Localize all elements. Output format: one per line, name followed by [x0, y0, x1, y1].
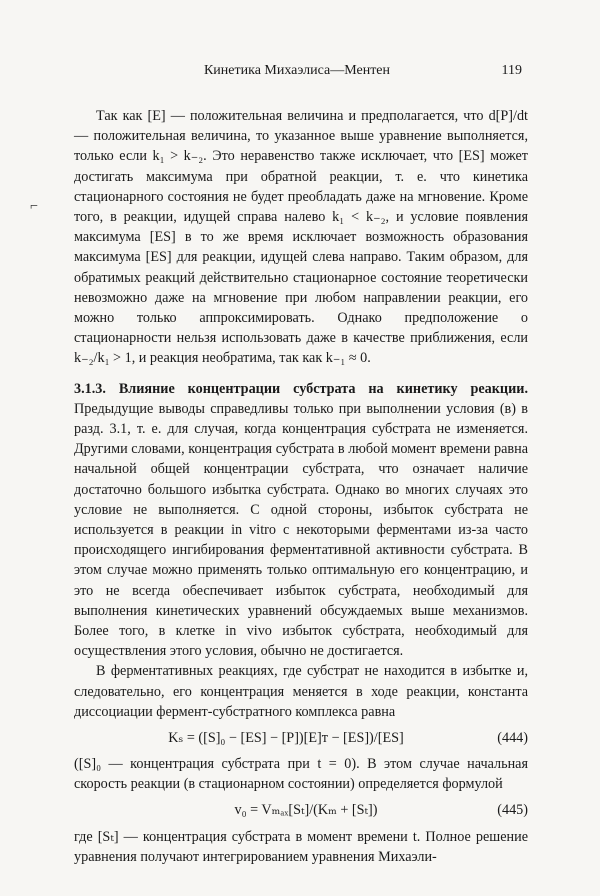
paragraph-2: Предыдущие выводы справедливы только при выполнении условия (в) в разд. 3.1, т. е. для случая, когда концентрация субстрата не изменяется. Другими словами, концентрация субстрата в любой момент времени равна начальной общей концентрации субстрата, что означает наличие достаточно большого избытка субстрата. Однако во многих случаях это условие не выполняется. С одной стороны, избыток субстрата не используется в реакции in vitro с некоторыми ферментами из-за часто происходящего ингибирования ферментативной активности субстрата. В этом случае можно применять только оптимальную его концентрацию, и это не всегда обеспечивает избыток субстрата, необходимый для выполнения кинетических уравнений обсуждаемых выше механизмов. Более того, в клетке in vivo избыток субстрата, необходимый для осуществления этого условия, обычно не достигается.: [74, 400, 528, 660]
body-text: [74, 106, 528, 867]
running-header: [72, 63, 522, 81]
page-number: 119: [501, 63, 522, 78]
paragraph-1: Так как [E] — положительная величина и предполагается, что d[P]/dt — положительная величина, то указанное выше уравнение выполняется, только если k₁ > k₋₂. Это неравенство также исключает, что [ES] может достигать максимума при обратной реакции, т. е. что кинетика стационарного состояния не будет преобладать даже на мгновение. Кроме того, в реакции, идущей справа налево k₁ < k₋₂, и условие появления максимума [ES] в то же время исключает возможность образования максимума [ES] для реакции, идущей слева направо. Таким образом, для обратимых реакций действительно стационарное состояние теоретически невозможно даже на мгновение при любом направлении реакции, его можно только аппроксимировать. Однако предположение о стационарности нельзя использовать даже в качестве приближения, если k₋₂/k₁ > 1, и реакция необратима, так как k₋₁ ≈ 0.: [74, 108, 528, 367]
equation-444-expression: Kₛ = ([S]₀ − [ES] − [P])[E]ᴛ − [ES])/[ES]: [168, 729, 404, 746]
chapter-title: Кинетика Михаэлиса—Ментен: [203, 63, 391, 78]
paragraph-5: где [Sₜ] — концентрация субстрата в момент времени t. Полное решение уравнения получают интегрированием уравнения Михаэли-: [74, 828, 528, 865]
equation-444-number: (444): [497, 729, 528, 746]
margin-mark: ⌐: [30, 199, 38, 214]
paragraph-section: [74, 379, 528, 662]
section-heading: 3.1.3. Влияние концентрации субстрата на кинетику реакции.: [74, 380, 528, 397]
equation-445-number: (445): [497, 802, 528, 819]
equation-445-expression: v₀ = Vₘₐₓ[Sₜ]/(Kₘ + [Sₜ]): [234, 802, 378, 819]
paragraph-3: В ферментативных реакциях, где субстрат не находится в избытке и, следовательно, его концентрация меняется в ходе реакции, константа диссоциации фермент-субстратного комплекса равна: [74, 663, 528, 720]
equation-444: [74, 726, 528, 750]
equation-445: [74, 799, 528, 823]
paragraph-4: ([S]₀ — концентрация субстрата при t = 0). В этом случае начальная скорость реакции (в стационарном состоянии) определяется формулой: [74, 756, 528, 793]
